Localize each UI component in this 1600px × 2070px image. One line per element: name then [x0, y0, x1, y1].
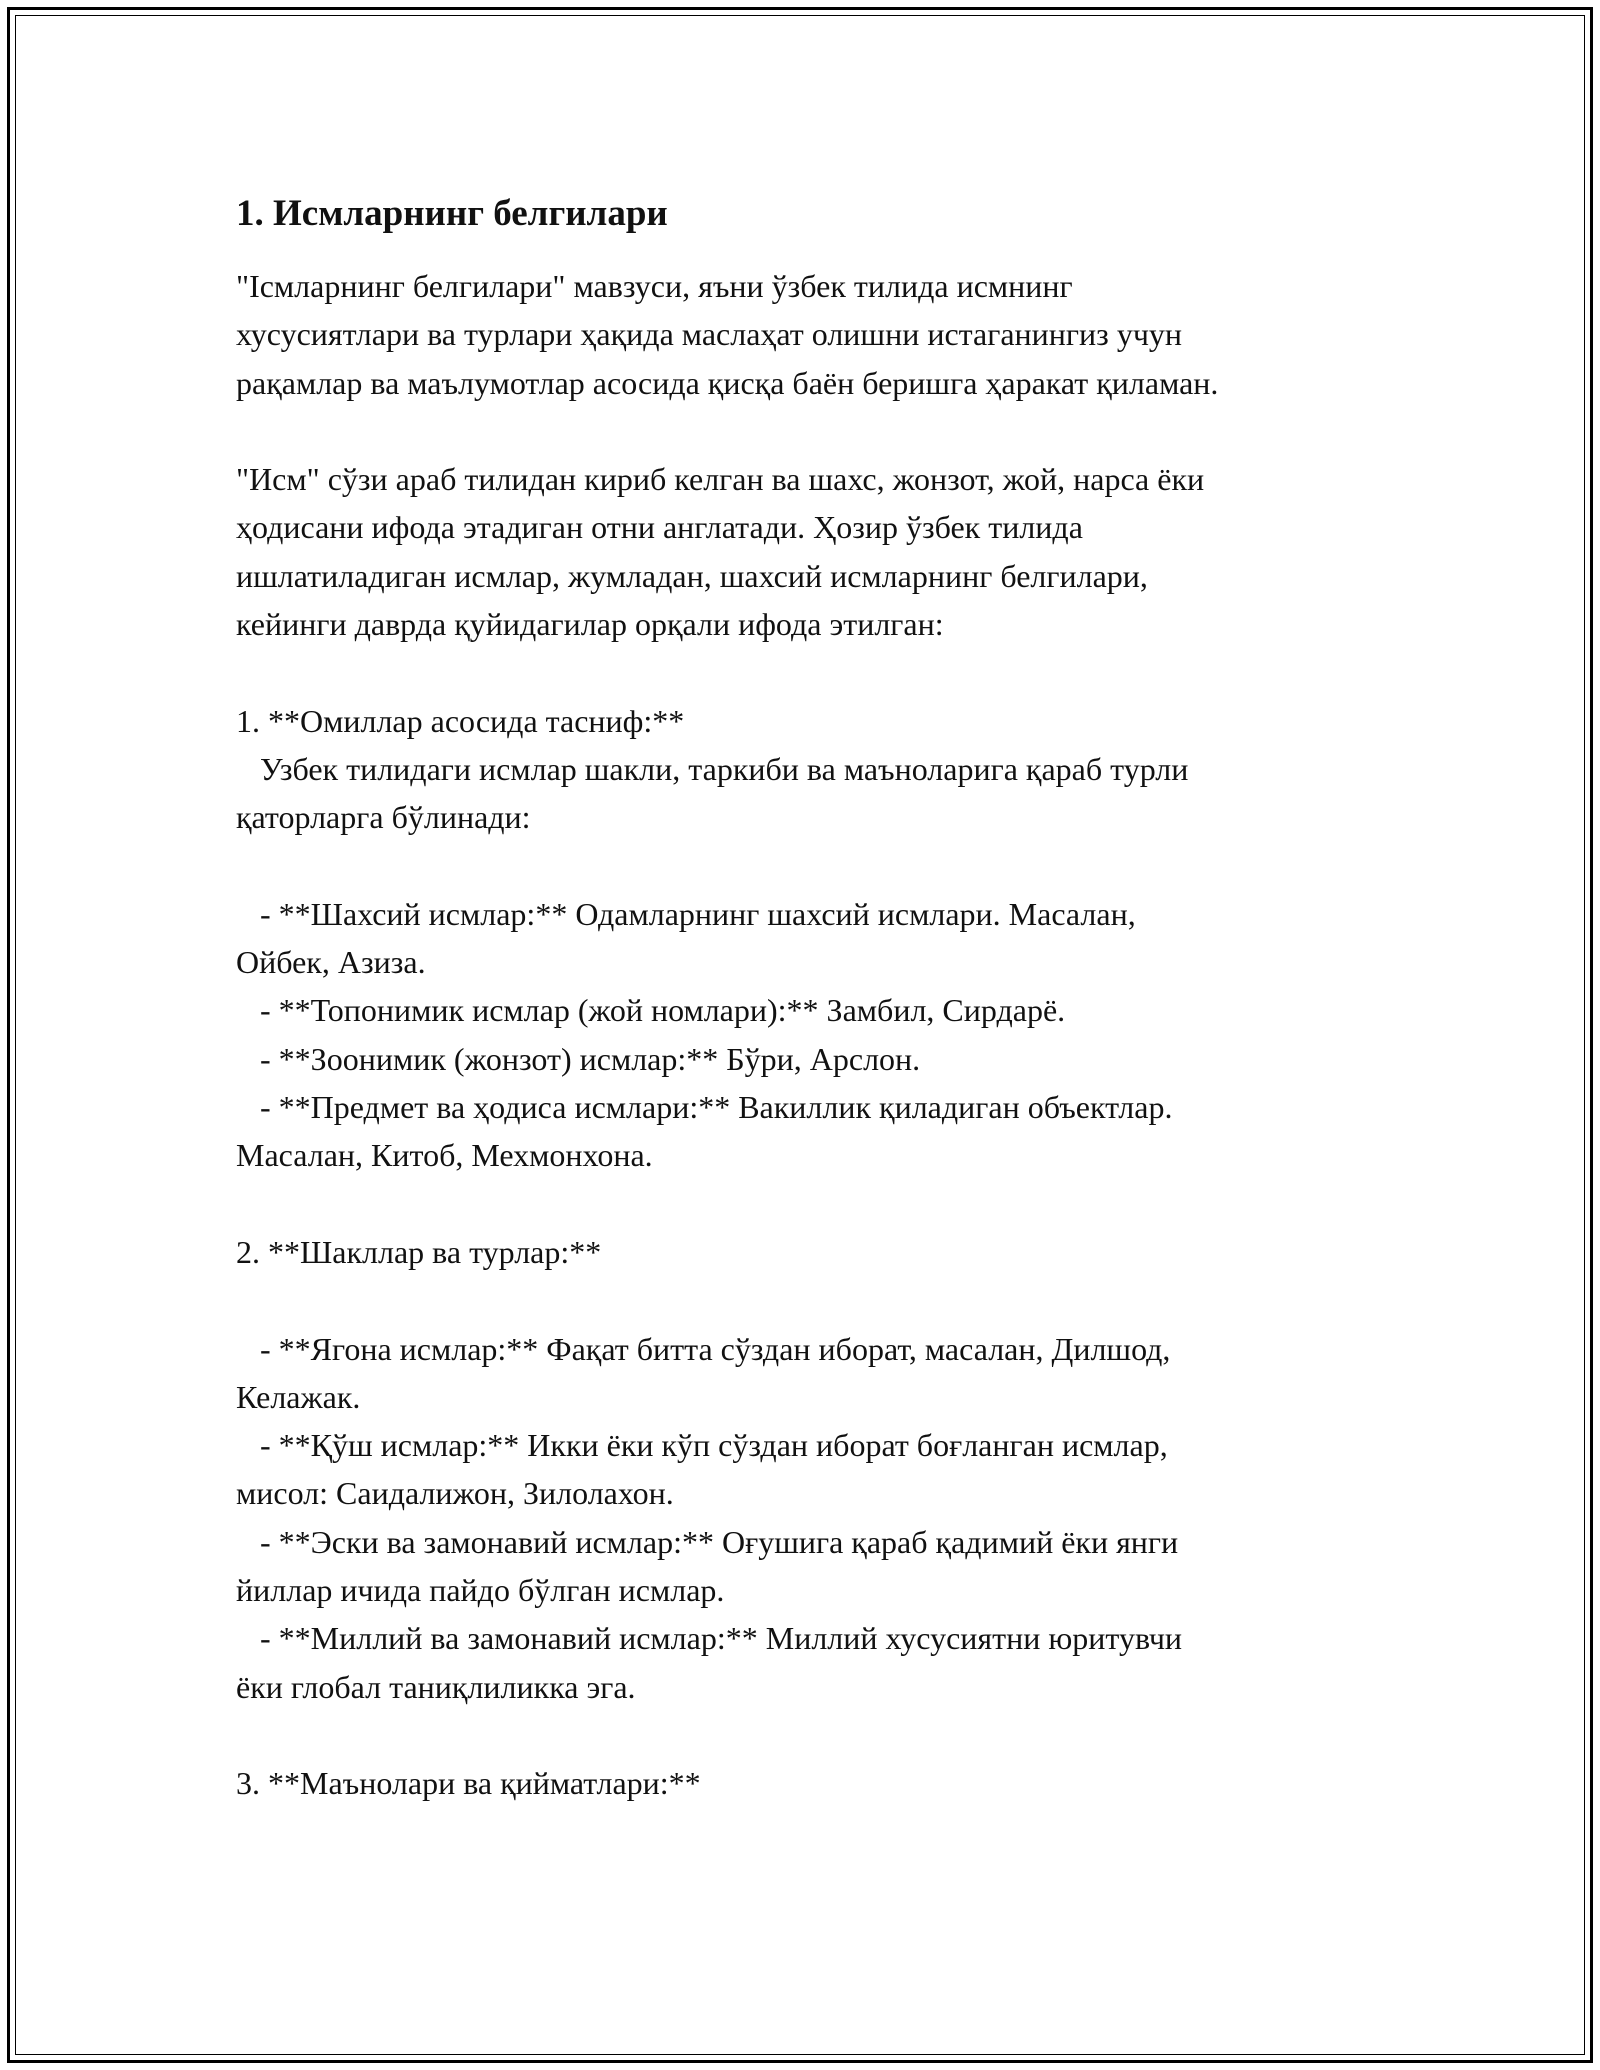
paragraph-spacer: [236, 1711, 1376, 1759]
section-3-heading: 3. **Маънолари ва қийматлари:**: [236, 1765, 701, 1802]
paragraph-spacer: [236, 648, 1376, 696]
paragraph-spacer: [236, 407, 1376, 455]
paragraph-spacer: [236, 1180, 1376, 1228]
section-1-list: - **Шахсий исмлар:** Одамларнинг шахсий исмлари. Масалан, Ойбек, Азиза. - **Топонимик исмлар (жой номлари):** Замбил, Сирдарё. - **Зоонимик (жонзот) исмлар:** Бўри, Арслон. - **Предмет ва ҳодиса исмлари:** Вакиллик қиладиган объектлар. Масалан, Китоб, Мехмонхона.: [236, 895, 1173, 1174]
intro-paragraph: "Ісмларнинг белгилари" мавзуси, яъни ўзбек тилида исмнинг хусусиятлари ва турлари ҳақида маслаҳат олишни истаганингиз учун рақамлар ва маълумотлар асосида қисқа баён беришга ҳаракат қиламан.: [236, 268, 1219, 401]
paragraph-spacer: [236, 842, 1376, 890]
document-body: [236, 190, 1376, 1808]
document-title: 1. Исмларнинг белгилари: [236, 193, 668, 234]
section-2-list: - **Ягона исмлар:** Фақат битта сўздан иборат, масалан, Дилшод, Келажак. - **Қўш исмлар:** Икки ёки кўп сўздан иборат боғланган исмлар, мисол: Саидалижон, Зилолахон. - **Эски ва замонавий исмлар:** Оғушига қараб қадимий ёки янги йиллар ичида пайдо бўлган исмлар. - **Миллий ва замонавий исмлар:** Миллий хусусиятни юритувчи ёки глобал таниқлиликка эга.: [236, 1330, 1183, 1705]
paragraph-spacer: [236, 1276, 1376, 1324]
definition-paragraph: "Исм" сўзи араб тилидан кириб келган ва шахс, жонзот, жой, нарса ёки ҳодисани ифода этадиган отни англатади. Ҳозир ўзбек тилида ишлатиладиган исмлар, жумладан, шахсий исмларнинг белгилари, кейинги даврда қуйидагилар орқали ифода этилган:: [236, 461, 1205, 643]
section-2-heading: 2. **Шакллар ва турлар:**: [236, 1233, 602, 1270]
section-1-heading: 1. **Омиллар асосида тасниф:** Узбек тилидаги исмлар шакли, таркиби ва маъноларига қараб турли қаторларга бўлинади:: [236, 702, 1189, 836]
